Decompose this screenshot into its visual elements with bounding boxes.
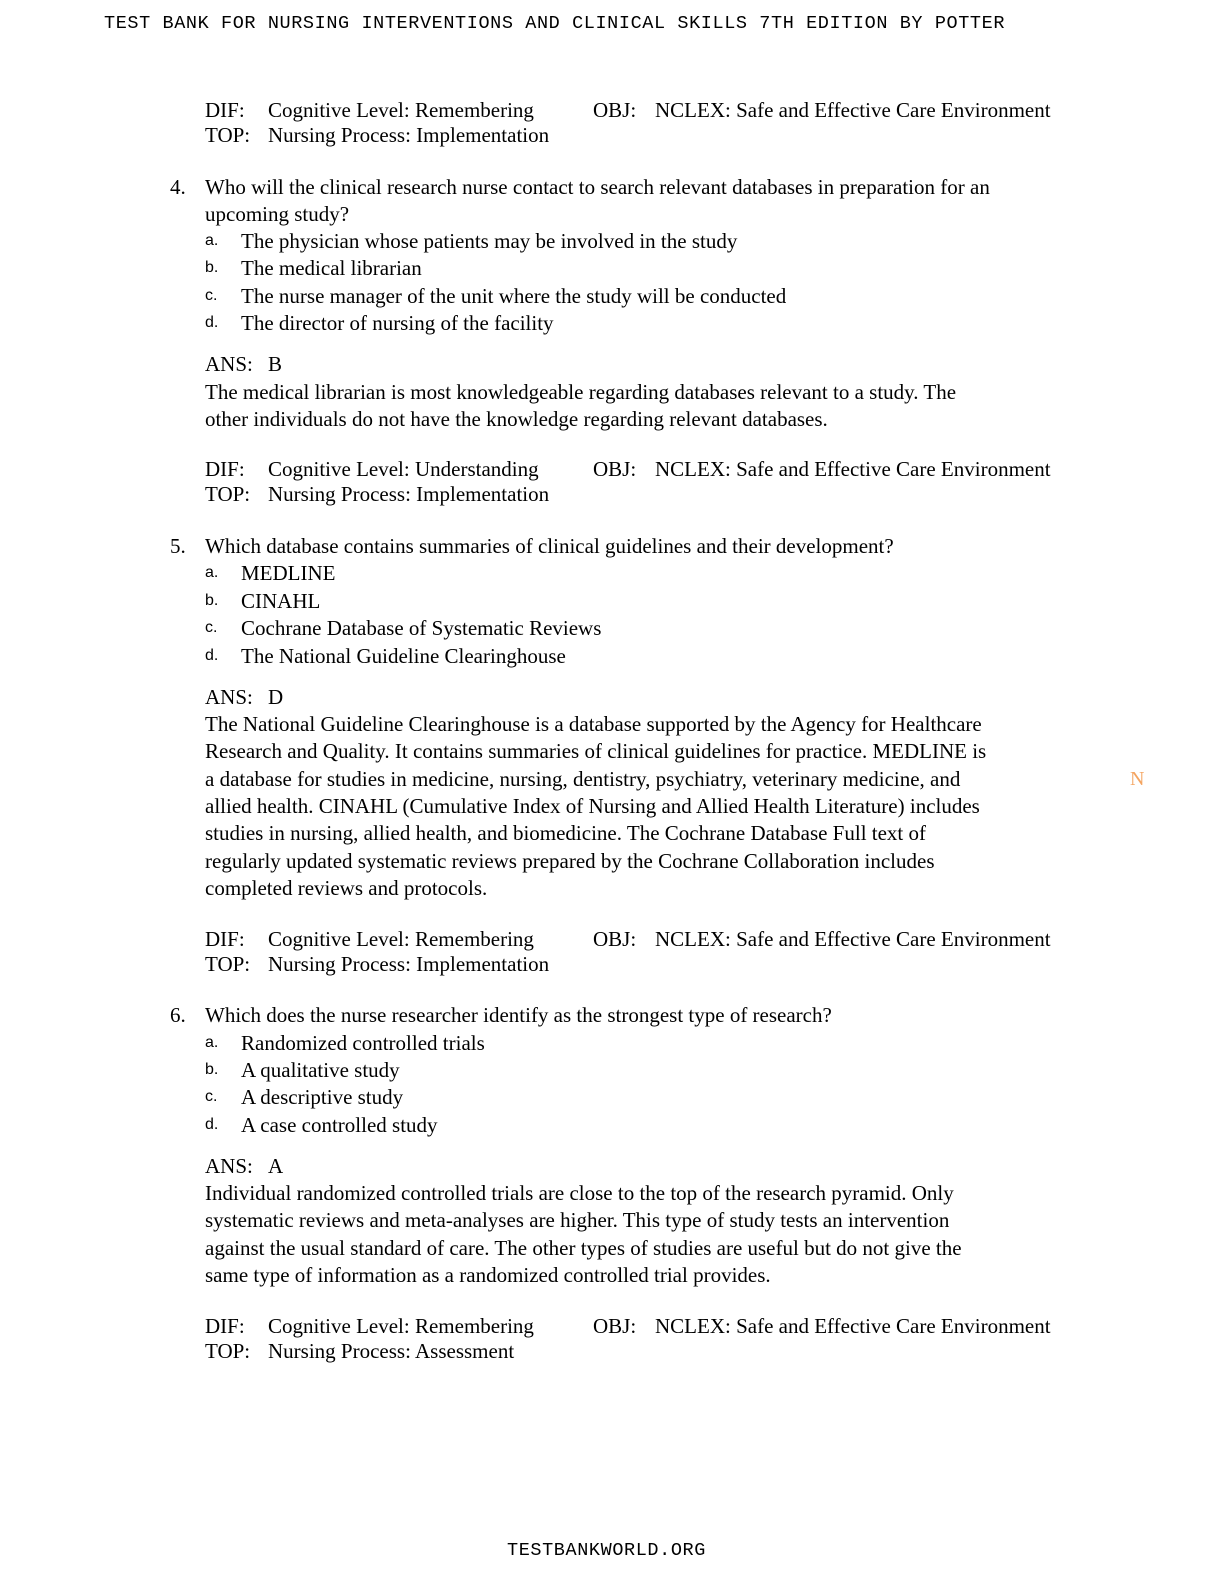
dif-value: Cognitive Level: Remembering [268,98,534,122]
obj-label: OBJ: [593,1314,637,1338]
option-letter: c. [205,287,218,304]
option-text: The nurse manager of the unit where the study will be conducted [241,284,787,308]
option-text: A case controlled study [241,1113,438,1137]
answer-value: D [268,685,284,709]
top-label: TOP: [205,1339,251,1363]
question-stem: upcoming study? [205,202,350,226]
top-value: Nursing Process: Implementation [268,123,550,147]
rationale-line: a database for studies in medicine, nursing, dentistry, psychiatry, veterinary medicine, and [205,766,961,791]
option-text: CINAHL [241,589,321,613]
top-value: Nursing Process: Implementation [268,482,550,506]
rationale-line: regularly updated systematic reviews prepared by the Cochrane Collaboration includes [205,848,935,873]
top-label: TOP: [205,123,251,147]
answer-label: ANS: [205,352,253,376]
dif-value: Cognitive Level: Understanding [268,457,539,481]
top-value: Nursing Process: Assessment [268,1339,515,1363]
option-letter: b. [205,259,219,276]
rationale-line: completed reviews and protocols. [205,875,488,900]
option-text: Cochrane Database of Systematic Reviews [241,616,602,640]
option-letter: b. [205,592,219,609]
option-text: The physician whose patients may be involved in the study [241,229,738,253]
obj-label: OBJ: [593,457,637,481]
rationale-line: same type of information as a randomized controlled trial provides. [205,1262,771,1287]
option-text: The National Guideline Clearinghouse [241,644,566,668]
top-label: TOP: [205,482,251,506]
page-footer: TESTBANKWORLD.ORG [507,1540,706,1561]
rationale-line: Individual randomized controlled trials are close to the top of the research pyramid. Only [205,1181,954,1205]
option-letter: d. [205,314,219,331]
answer-value: A [268,1154,284,1178]
page-header: TEST BANK FOR NURSING INTERVENTIONS AND CLINICAL SKILLS 7TH EDITION BY POTTER [104,13,1006,34]
option-text: A descriptive study [241,1085,404,1109]
obj-value: NCLEX: Safe and Effective Care Environment [655,98,1051,122]
question-number: 5. [170,534,186,558]
obj-value: NCLEX: Safe and Effective Care Environment [655,927,1051,951]
option-letter: c. [205,1088,218,1105]
question-stem: Who will the clinical research nurse contact to search relevant databases in preparation for an [205,175,990,199]
rationale-line: against the usual standard of care. The other types of studies are useful but do not give the [205,1235,962,1260]
option-text: MEDLINE [241,561,336,585]
dif-label: DIF: [205,98,245,122]
option-letter: a. [205,564,219,581]
option-letter: c. [205,619,218,636]
question-stem: Which database contains summaries of clinical guidelines and their development? [205,534,894,558]
top-label: TOP: [205,952,251,976]
dif-label: DIF: [205,927,245,951]
option-letter: a. [205,1034,219,1051]
rationale-line: The National Guideline Clearinghouse is a database supported by the Agency for Healthcare [205,712,982,736]
option-text: The medical librarian [241,256,422,280]
obj-label: OBJ: [593,98,637,122]
rationale-line: studies in nursing, allied health, and biomedicine. The Cochrane Database Full text of [205,821,927,846]
option-text: Randomized controlled trials [241,1031,485,1055]
question-stem: Which does the nurse researcher identify as the strongest type of research? [205,1003,832,1027]
question-number: 4. [170,175,186,199]
top-value: Nursing Process: Implementation [268,952,550,976]
dif-value: Cognitive Level: Remembering [268,1314,534,1338]
rationale-line: allied health. CINAHL (Cumulative Index of Nursing and Allied Health Literature) includes [205,793,980,818]
watermark-mark: N [1130,768,1145,790]
answer-label: ANS: [205,1154,253,1178]
option-text: A qualitative study [241,1058,400,1082]
obj-value: NCLEX: Safe and Effective Care Environment [655,457,1051,481]
dif-label: DIF: [205,457,245,481]
rationale-line: systematic reviews and meta-analyses are higher. This type of study tests an intervention [205,1208,950,1233]
rationale-line: The medical librarian is most knowledgeable regarding databases relevant to a study. The [205,380,957,404]
question-number: 6. [170,1003,186,1027]
rationale-line: Research and Quality. It contains summaries of clinical guidelines for practice. MEDLINE is [205,739,987,764]
rationale-line: other individuals do not have the knowledge regarding relevant databases. [205,407,828,432]
answer-value: B [268,352,283,376]
dif-label: DIF: [205,1314,245,1338]
obj-value: NCLEX: Safe and Effective Care Environment [655,1314,1051,1338]
answer-label: ANS: [205,685,253,709]
dif-value: Cognitive Level: Remembering [268,927,534,951]
option-letter: d. [205,1116,219,1133]
option-text: The director of nursing of the facility [241,311,554,335]
option-letter: a. [205,232,219,249]
option-letter: b. [205,1061,219,1078]
obj-label: OBJ: [593,927,637,951]
option-letter: d. [205,647,219,664]
